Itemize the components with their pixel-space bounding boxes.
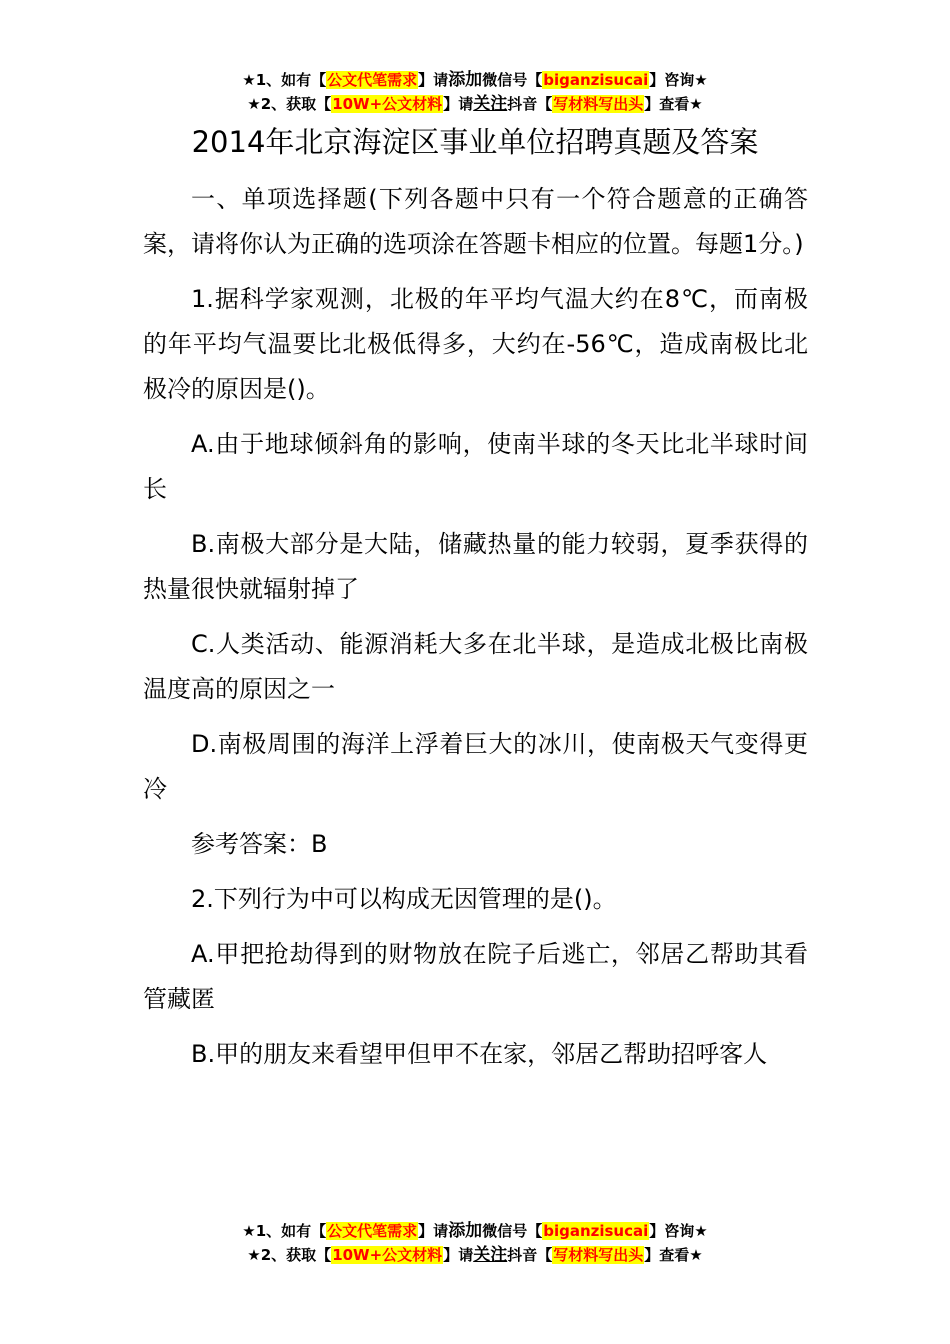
promo-text: 】查看★: [644, 95, 703, 113]
section-heading: 一、单项选择题(下列各题中只有一个符合题意的正确答案，请将你认为正确的选项涂在答题卡相应的位置。每题1分。): [143, 185, 808, 258]
question-1-option-d: D.南极周围的海洋上浮着巨大的冰川，使南极天气变得更冷: [143, 730, 808, 803]
promo-emphasis: 添加: [448, 1221, 483, 1241]
promo-text: ★2、获取【: [247, 1246, 332, 1264]
promo-emphasis: 添加: [448, 70, 483, 90]
question-1-answer: 参考答案：B: [191, 830, 328, 858]
question-1: 1.据科学家观测，北极的年平均气温大约在8℃，而南极的年平均气温要比北极低得多，大约在-56℃，造成南极比北极冷的原因是()。: [143, 285, 808, 403]
promo-text: ★1、如有【: [242, 71, 327, 89]
header-promo-banner: [0, 68, 950, 116]
promo-text: 】咨询★: [649, 71, 708, 89]
promo-douyin-name: 写材料写出头: [553, 95, 644, 113]
promo-text: 微信号【: [482, 1222, 543, 1240]
promo-text: 抖音【: [507, 95, 553, 113]
promo-text: 】咨询★: [649, 1222, 708, 1240]
question-2-option-a: A.甲把抢劫得到的财物放在院子后逃亡，邻居乙帮助其看管藏匿: [143, 940, 808, 1013]
promo-text: ★1、如有【: [242, 1222, 327, 1240]
promo-text: 抖音【: [507, 1246, 553, 1264]
footer-promo-banner: [0, 1219, 950, 1267]
question-1-option-b: B.南极大部分是大陆，储藏热量的能力较弱，夏季获得的热量很快就辐射掉了: [143, 530, 808, 603]
promo-text: 】请: [418, 71, 449, 89]
promo-emphasis: 关注: [473, 1245, 508, 1265]
promo-text: 】请: [443, 95, 474, 113]
promo-line-douyin: [0, 92, 950, 116]
promo-highlight: 公文代笔需求: [327, 71, 418, 89]
question-1-option-a: A.由于地球倾斜角的影响，使南半球的冬天比北半球时间长: [143, 430, 808, 503]
promo-line-wechat: [0, 1219, 950, 1243]
promo-text: 微信号【: [482, 71, 543, 89]
question-2-option-b: B.甲的朋友来看望甲但甲不在家，邻居乙帮助招呼客人: [191, 1040, 768, 1068]
promo-highlight: 公文代笔需求: [327, 1222, 418, 1240]
promo-wechat-id: biganzisucai: [543, 71, 649, 89]
promo-emphasis: 关注: [473, 94, 508, 114]
document-title: 2014年北京海淀区事业单位招聘真题及答案: [191, 125, 759, 159]
promo-highlight: 10W+公文材料: [332, 1246, 443, 1264]
promo-wechat-id: biganzisucai: [543, 1222, 649, 1240]
promo-line-douyin: [0, 1243, 950, 1267]
promo-highlight: 10W+公文材料: [332, 95, 443, 113]
promo-text: 】查看★: [644, 1246, 703, 1264]
question-1-option-c: C.人类活动、能源消耗大多在北半球，是造成北极比南极温度高的原因之一: [143, 630, 808, 703]
promo-line-wechat: [0, 68, 950, 92]
promo-text: 】请: [443, 1246, 474, 1264]
document-body: [143, 177, 808, 1087]
promo-text: ★2、获取【: [247, 95, 332, 113]
promo-text: 】请: [418, 1222, 449, 1240]
promo-douyin-name: 写材料写出头: [553, 1246, 644, 1264]
question-2: 2.下列行为中可以构成无因管理的是()。: [191, 885, 617, 913]
